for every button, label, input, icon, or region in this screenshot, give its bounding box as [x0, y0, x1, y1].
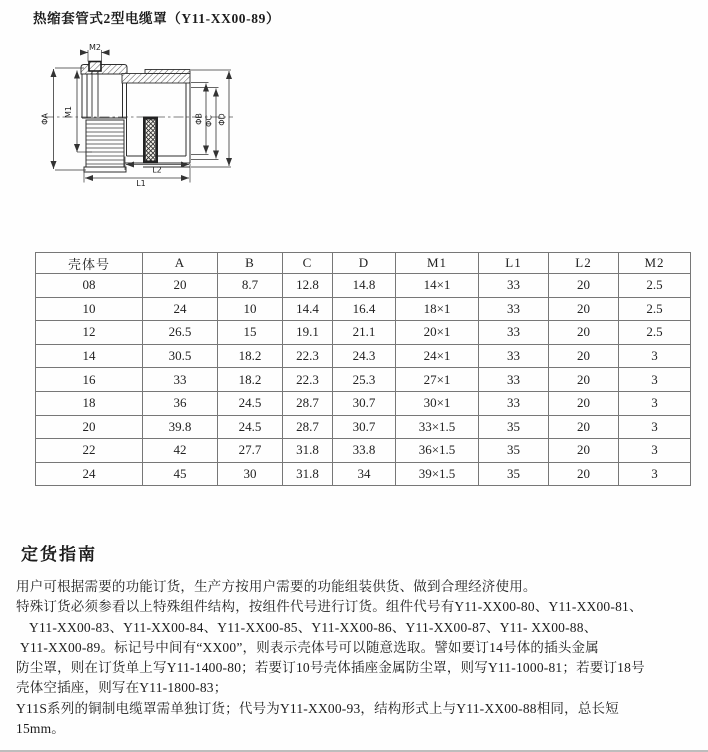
table-cell: 10	[36, 297, 143, 321]
table-row	[36, 439, 691, 463]
table-cell: 30	[218, 462, 283, 486]
table-header-cell: A	[143, 253, 218, 274]
dim-label-phi-a: ΦA	[40, 113, 50, 125]
table-cell: 30×1	[396, 391, 479, 415]
table-cell: 2.5	[619, 297, 691, 321]
table-cell: 31.8	[283, 439, 333, 463]
dim-label-m2: M2	[89, 43, 101, 52]
table-cell: 8.7	[218, 274, 283, 298]
table-cell: 31.8	[283, 462, 333, 486]
table-header-cell: B	[218, 253, 283, 274]
table-cell: 28.7	[283, 415, 333, 439]
dim-phi-a	[54, 68, 87, 170]
table-cell: 12	[36, 321, 143, 345]
table-cell: 3	[619, 368, 691, 392]
table-cell: 20	[549, 321, 619, 345]
table-cell: 33	[479, 344, 549, 368]
guide-line: 特殊订货必须参看以上特殊组件结构，按组件代号进行订货。组件代号有Y11-XX00-80、Y11-XX00-81、	[16, 599, 643, 615]
table-header-cell: M1	[396, 253, 479, 274]
guide-line: Y11-XX00-83、Y11-XX00-84、Y11-XX00-85、Y11-XX00-86、Y11-XX00-87、Y11- XX00-88、	[29, 619, 598, 635]
table-cell: 24	[143, 297, 218, 321]
table-cell: 08	[36, 274, 143, 298]
table-cell: 3	[619, 462, 691, 486]
guide-line: Y11-XX00-89。标记号中间有“XX00”，则表示壳体号可以随意选取。譬如要订14号体的插头金属	[20, 639, 599, 655]
dim-label-m1: M1	[64, 106, 73, 118]
table-cell: 24.5	[218, 415, 283, 439]
cable-cover-cross-section	[28, 40, 243, 192]
table-cell: 22	[36, 439, 143, 463]
table-cell: 20×1	[396, 321, 479, 345]
table-cell: 34	[333, 462, 396, 486]
gasket-section	[143, 117, 158, 164]
table-cell: 39.8	[143, 415, 218, 439]
guide-heading: 定货指南	[21, 545, 97, 564]
guide-line: 15mm。	[16, 721, 66, 737]
table-header-cell: C	[283, 253, 333, 274]
table-cell: 24	[36, 462, 143, 486]
guide-line: 壳体空插座，则写在Y11-1800-83；	[16, 680, 228, 696]
table-header-cell: D	[333, 253, 396, 274]
table-cell: 27×1	[396, 368, 479, 392]
bolt-head	[89, 62, 101, 72]
table-cell: 19.1	[283, 321, 333, 345]
dim-label-phi-b: ΦB	[194, 113, 204, 125]
table-cell: 28.7	[283, 391, 333, 415]
table-cell: 30.5	[143, 344, 218, 368]
table-cell: 3	[619, 344, 691, 368]
table-cell: 45	[143, 462, 218, 486]
table-cell: 33	[479, 368, 549, 392]
table-cell: 3	[619, 439, 691, 463]
table-cell: 26.5	[143, 321, 218, 345]
table-header-cell: L2	[549, 253, 619, 274]
table-cell: 16.4	[333, 297, 396, 321]
table-cell: 20	[549, 415, 619, 439]
table-cell: 35	[479, 439, 549, 463]
table-cell: 2.5	[619, 274, 691, 298]
table-cell: 15	[218, 321, 283, 345]
table-cell: 14×1	[396, 274, 479, 298]
table-cell: 30.7	[333, 391, 396, 415]
guide-line: 防尘罩，则在订货单上写Y11-1400-80；若要订10号壳体插座金属防尘罩，则写Y11-1000-81；若要订18号	[16, 660, 645, 676]
table-cell: 22.3	[283, 344, 333, 368]
table-cell: 20	[549, 368, 619, 392]
dim-label-phi-d: ΦD	[217, 113, 227, 126]
table-cell: 33×1.5	[396, 415, 479, 439]
table-cell: 33	[479, 274, 549, 298]
table-cell: 2.5	[619, 321, 691, 345]
table-cell: 10	[218, 297, 283, 321]
table-cell: 22.3	[283, 368, 333, 392]
table-cell: 14.4	[283, 297, 333, 321]
table-cell: 16	[36, 368, 143, 392]
dim-label-l2: L2	[152, 165, 162, 175]
table-cell: 20	[36, 415, 143, 439]
table-cell: 18.2	[218, 368, 283, 392]
guide-line: Y11S系列的铜制电缆罩需单独订货；代号为Y11-XX00-93，结构形式上与Y11-XX00-88相同，总长短	[16, 700, 619, 716]
table-cell: 20	[143, 274, 218, 298]
table-row	[36, 391, 691, 415]
table-cell: 33	[479, 391, 549, 415]
table-cell: 20	[549, 391, 619, 415]
technical-drawing	[28, 40, 243, 192]
table-row	[36, 344, 691, 368]
table-header-cell: L1	[479, 253, 549, 274]
table-cell: 3	[619, 391, 691, 415]
table-cell: 36	[143, 391, 218, 415]
knurled-section	[84, 120, 126, 172]
table-cell: 33	[479, 297, 549, 321]
table-cell: 3	[619, 415, 691, 439]
guide-paragraph	[16, 577, 696, 739]
table-cell: 18.2	[218, 344, 283, 368]
table-cell: 24×1	[396, 344, 479, 368]
table-cell: 24.5	[218, 391, 283, 415]
table-row	[36, 462, 691, 486]
table-cell: 25.3	[333, 368, 396, 392]
table-cell: 14.8	[333, 274, 396, 298]
page-title: 热缩套管式2型电缆罩（Y11-XX00-89）	[33, 11, 281, 26]
table-header-row	[36, 253, 691, 274]
table-cell: 24.3	[333, 344, 396, 368]
cap-section	[81, 65, 127, 75]
table-cell: 12.8	[283, 274, 333, 298]
table-cell: 35	[479, 415, 549, 439]
table-cell: 21.1	[333, 321, 396, 345]
table-row	[36, 321, 691, 345]
table-cell: 27.7	[218, 439, 283, 463]
dim-label-l1: L1	[136, 179, 146, 188]
dim-label-phi-c: ΦC	[204, 115, 214, 127]
shell-band	[122, 74, 190, 84]
table-cell: 30.7	[333, 415, 396, 439]
table-cell: 18	[36, 391, 143, 415]
table-cell: 33	[479, 321, 549, 345]
table-row	[36, 415, 691, 439]
table-cell: 20	[549, 344, 619, 368]
table-cell: 42	[143, 439, 218, 463]
table-cell: 20	[549, 439, 619, 463]
table-cell: 20	[549, 462, 619, 486]
table-cell: 35	[479, 462, 549, 486]
table-cell: 14	[36, 344, 143, 368]
table-cell: 18×1	[396, 297, 479, 321]
table-cell: 20	[549, 274, 619, 298]
guide-line: 用户可根据需要的功能订货，生产方按用户需要的功能组装供货、做到合理经济使用。	[16, 579, 537, 594]
table-cell: 36×1.5	[396, 439, 479, 463]
table-cell: 20	[549, 297, 619, 321]
spec-table	[35, 252, 691, 486]
table-cell: 39×1.5	[396, 462, 479, 486]
table-cell: 33	[143, 368, 218, 392]
table-header-cell: 壳体号	[36, 253, 143, 274]
table-row	[36, 297, 691, 321]
table-row	[36, 368, 691, 392]
table-cell: 33.8	[333, 439, 396, 463]
table-header-cell: M2	[619, 253, 691, 274]
shell-lip	[145, 70, 190, 74]
table-row	[36, 274, 691, 298]
